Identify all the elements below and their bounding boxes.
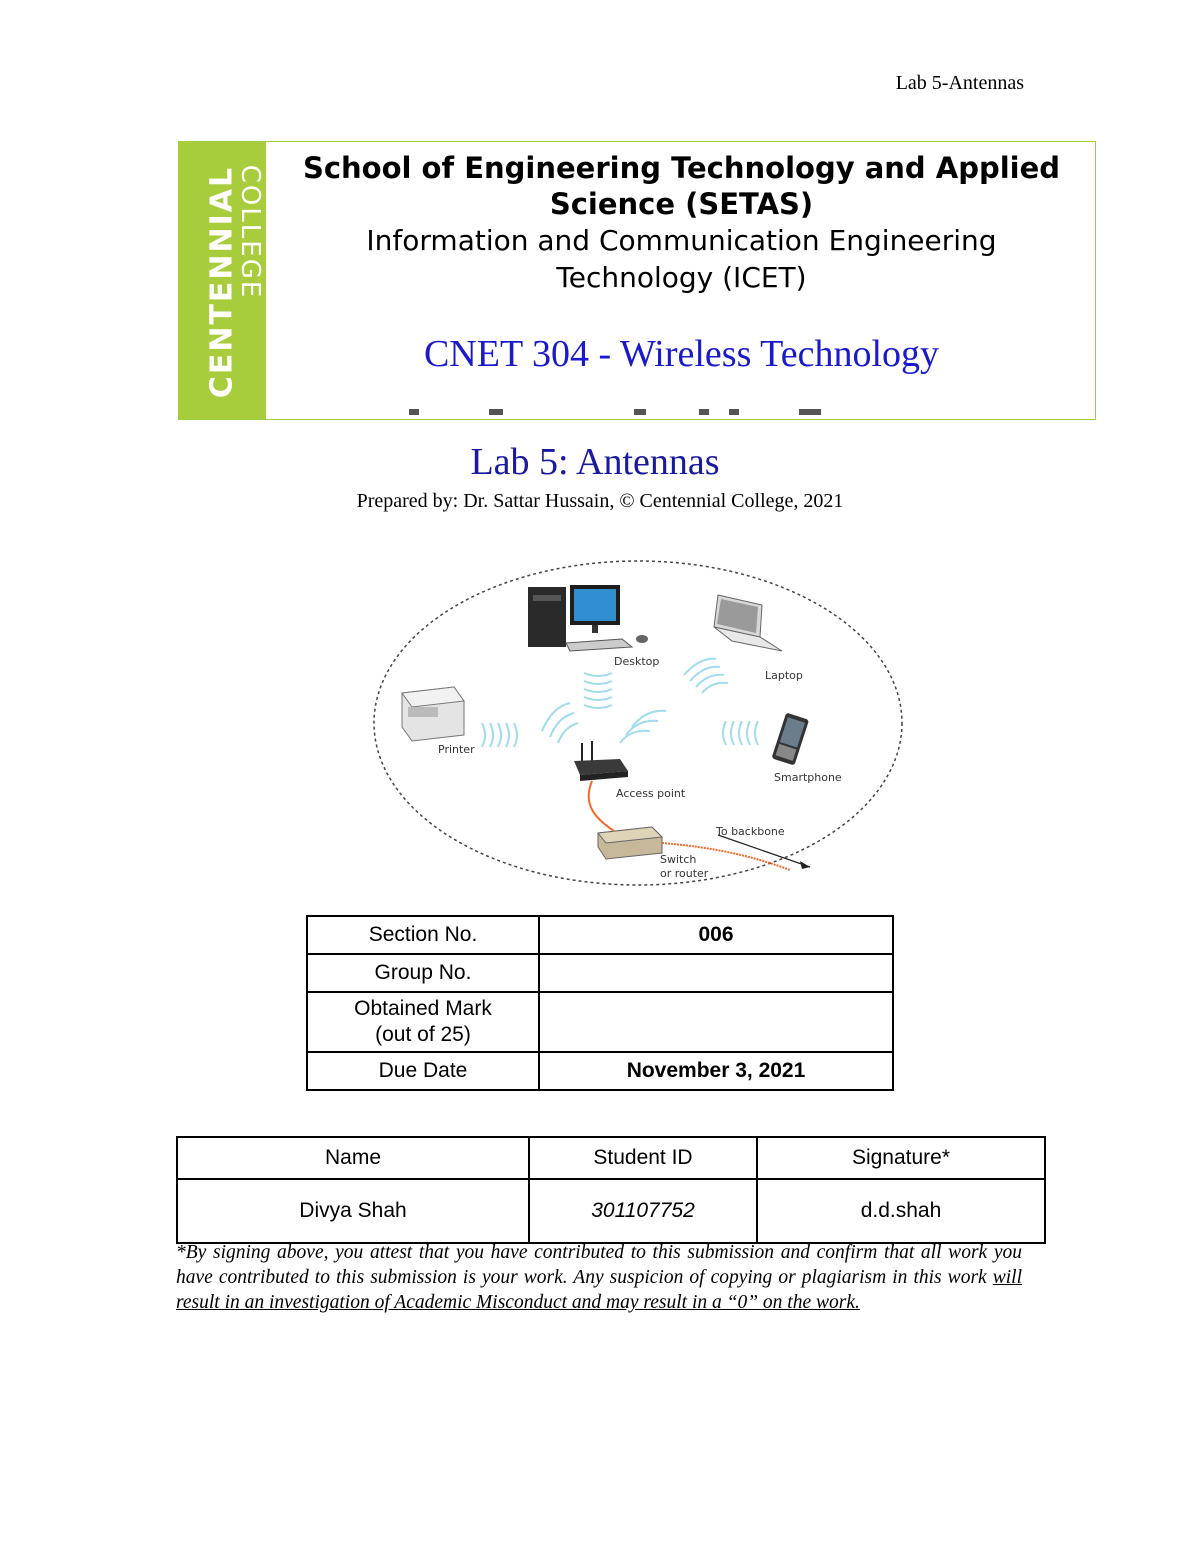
laptop-icon <box>714 595 782 651</box>
attestation-warning: will result in an investigation of Academic Misconduct and may result in a “0” on the work. <box>176 1267 1022 1313</box>
attestation-text: *By signing above, you attest that you have contributed to this submission and confirm that all work you have contributed to this submission is your work. Any suspicion of copying or plagiarism in this work <box>176 1242 1022 1288</box>
wireless-network-diagram <box>370 555 910 895</box>
program-title <box>266 222 1096 296</box>
printer-icon <box>402 687 464 741</box>
running-header: Lab 5-Antennas <box>895 72 1024 94</box>
label-access-point: Access point <box>616 787 686 800</box>
mark-value <box>539 992 893 1052</box>
smartphone-icon <box>771 713 809 766</box>
student-id: 301107752 <box>529 1179 757 1243</box>
wifi-waves-laptop <box>684 659 728 693</box>
school-title <box>266 150 1096 222</box>
due-date-label: Due Date <box>307 1052 539 1090</box>
wifi-waves-desktop <box>584 673 612 708</box>
logo-word-college: COLLEGE <box>235 164 265 300</box>
school-line-1: School of Engineering Technology and Applied <box>302 151 1061 185</box>
section-value: 006 <box>539 916 893 954</box>
label-desktop: Desktop <box>614 655 660 668</box>
due-date-value: November 3, 2021 <box>539 1052 893 1090</box>
header-name: Name <box>177 1137 529 1179</box>
program-line-1: Information and Communication Engineering <box>366 224 997 257</box>
wifi-waves-printer <box>482 723 517 747</box>
section-label: Section No. <box>307 916 539 954</box>
school-line-2: Science (SETAS) <box>549 187 814 221</box>
lab-title: Lab 5: Antennas <box>470 441 720 483</box>
label-smartphone: Smartphone <box>774 771 842 784</box>
course-title: CNET 304 - Wireless Technology <box>423 333 940 375</box>
mark-label <box>307 992 539 1052</box>
switch-icon <box>598 827 662 859</box>
ap-to-switch-cable <box>589 781 614 831</box>
lab-info-table <box>306 915 894 1091</box>
desktop-icon <box>528 585 648 651</box>
mark-label-line-2: (out of 25) <box>375 1023 471 1046</box>
student-table <box>176 1136 1046 1244</box>
access-point-icon <box>574 741 628 781</box>
label-printer: Printer <box>438 743 475 756</box>
header-signature: Signature* <box>757 1137 1045 1179</box>
wifi-waves-smartphone <box>723 721 758 745</box>
college-logo <box>179 142 266 420</box>
clipped-text-fragment <box>409 405 829 415</box>
label-backbone: To backbone <box>716 825 785 838</box>
group-label: Group No. <box>307 954 539 992</box>
student-name: Divya Shah <box>177 1179 529 1243</box>
group-value <box>539 954 893 992</box>
label-laptop: Laptop <box>765 669 803 682</box>
student-signature: d.d.shah <box>757 1179 1045 1243</box>
program-line-2: Technology (ICET) <box>556 261 807 294</box>
wifi-waves-access-point <box>542 703 666 743</box>
attestation-note <box>176 1240 1022 1315</box>
backbone-arrow <box>718 835 810 867</box>
label-switch-line-2: or router <box>660 867 709 880</box>
logo-word-centennial: CENTENNIAL <box>204 165 240 399</box>
prepared-by: Prepared by: Dr. Sattar Hussain, © Centennial College, 2021 <box>356 490 844 512</box>
label-switch-line-1: Switch <box>660 853 697 866</box>
header-student-id: Student ID <box>529 1137 757 1179</box>
mark-label-line-1: Obtained Mark <box>354 997 492 1020</box>
college-banner <box>178 141 1096 420</box>
